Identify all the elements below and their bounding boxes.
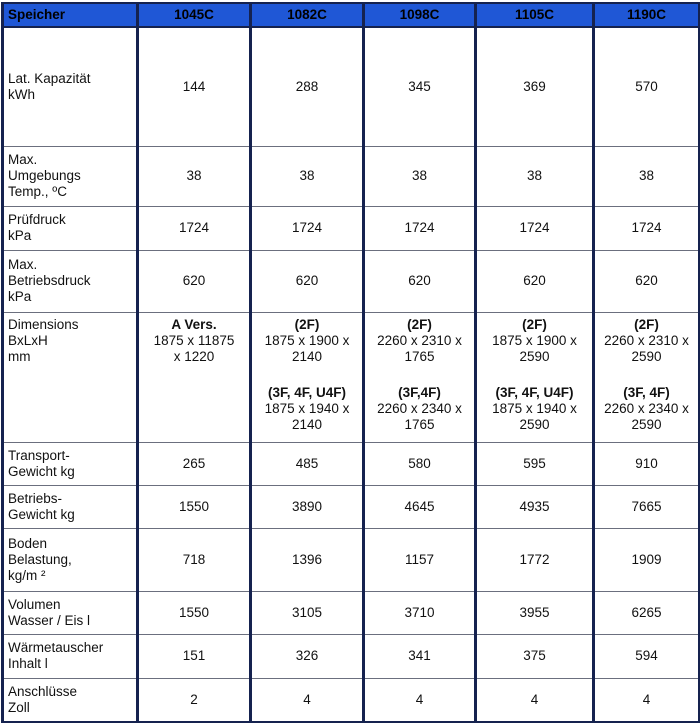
table-cell: 485 (251, 442, 364, 485)
table-cell: 620 (594, 250, 700, 312)
table-cell: 1724 (364, 206, 476, 250)
dimensions-cell (251, 312, 364, 442)
dimension-value: 2260 x 2340 x 2590 (604, 400, 689, 432)
dimension-variant: (3F, 4F, U4F) (267, 384, 346, 400)
table-row (3, 678, 700, 722)
dimension-value: 2260 x 2340 x 1765 (377, 400, 462, 432)
row-label: Dimensions BxLxH mm (3, 312, 138, 442)
table-cell: 265 (138, 442, 251, 485)
table-cell: 620 (476, 250, 594, 312)
table-cell: 4645 (364, 485, 476, 528)
table-cell: 151 (138, 634, 251, 678)
table-cell: 1724 (251, 206, 364, 250)
table-cell: 1909 (594, 528, 700, 591)
table-cell: 7665 (594, 485, 700, 528)
dimension-variant: (2F) (522, 316, 547, 332)
spec-table (1, 2, 700, 723)
table-cell: 369 (476, 27, 594, 146)
header-row (3, 3, 700, 27)
table-cell: 1724 (594, 206, 700, 250)
table-cell: 910 (594, 442, 700, 485)
row-label: Max. Betriebsdruck kPa (3, 250, 138, 312)
dimension-variant: (2F) (634, 316, 659, 332)
table-cell: 3955 (476, 591, 594, 634)
table-row (3, 27, 700, 146)
table-cell: 4 (476, 678, 594, 722)
table-row (3, 591, 700, 634)
table-cell: 4 (251, 678, 364, 722)
table-cell: 6265 (594, 591, 700, 634)
header-cell-1190c: 1190C (594, 3, 700, 27)
table-cell: 4 (594, 678, 700, 722)
row-label: Transport- Gewicht kg (3, 442, 138, 485)
row-label: Betriebs- Gewicht kg (3, 485, 138, 528)
table-cell: 1550 (138, 485, 251, 528)
table-cell: 594 (594, 634, 700, 678)
header-cell-speicher: Speicher (3, 3, 138, 27)
table-cell: 1157 (364, 528, 476, 591)
row-label: Boden Belastung, kg/m ² (3, 528, 138, 591)
table-cell: 38 (594, 146, 700, 206)
row-label: Prüfdruck kPa (3, 206, 138, 250)
dimensions-cell (594, 312, 700, 442)
table-cell: 718 (138, 528, 251, 591)
dimension-value: 2260 x 2310 x 1765 (377, 332, 462, 364)
dimensions-cell (364, 312, 476, 442)
table-cell: 345 (364, 27, 476, 146)
table-cell: 1772 (476, 528, 594, 591)
table-cell: 38 (476, 146, 594, 206)
dimensions-cell (138, 312, 251, 442)
table-cell: 3890 (251, 485, 364, 528)
table-cell: 620 (251, 250, 364, 312)
table-row (3, 146, 700, 206)
table-cell: 1724 (476, 206, 594, 250)
table-cell: 288 (251, 27, 364, 146)
dimension-variant: (3F,4F) (398, 384, 441, 400)
table-row (3, 250, 700, 312)
table-cell: 4 (364, 678, 476, 722)
table-cell: 341 (364, 634, 476, 678)
dimension-value: 1875 x 11875 x 1220 (153, 332, 235, 364)
dimensions-row (3, 312, 700, 442)
row-label: Anschlüsse Zoll (3, 678, 138, 722)
table-row (3, 485, 700, 528)
table-cell: 326 (251, 634, 364, 678)
table-cell: 2 (138, 678, 251, 722)
table-cell: 375 (476, 634, 594, 678)
table-row (3, 634, 700, 678)
header-cell-1105c: 1105C (476, 3, 594, 27)
table-cell: 38 (364, 146, 476, 206)
dimension-variant: A Vers. (171, 316, 217, 332)
dimensions-cell (476, 312, 594, 442)
header-cell-1098c: 1098C (364, 3, 476, 27)
table-cell: 38 (138, 146, 251, 206)
row-label: Lat. Kapazität kWh (3, 27, 138, 146)
header-cell-1082c: 1082C (251, 3, 364, 27)
dimension-variant: (2F) (407, 316, 432, 332)
dimension-variant: (2F) (294, 316, 320, 332)
dimension-value: 2260 x 2310 x 2590 (604, 332, 689, 364)
table-cell: 580 (364, 442, 476, 485)
dimension-value: 1875 x 1940 x 2140 (264, 400, 350, 432)
table-cell: 620 (138, 250, 251, 312)
header-cell-1045c: 1045C (138, 3, 251, 27)
table-cell: 620 (364, 250, 476, 312)
row-label: Volumen Wasser / Eis l (3, 591, 138, 634)
dimension-value: 1875 x 1900 x 2140 (264, 332, 350, 364)
table-cell: 1396 (251, 528, 364, 591)
dimension-variant: (3F, 4F) (623, 384, 670, 400)
table-cell: 3710 (364, 591, 476, 634)
table-cell: 570 (594, 27, 700, 146)
dimension-value: 1875 x 1940 x 2590 (492, 400, 577, 432)
dimension-variant: (3F, 4F, U4F) (495, 384, 574, 400)
table-cell: 38 (251, 146, 364, 206)
table-cell: 1550 (138, 591, 251, 634)
table-cell: 1724 (138, 206, 251, 250)
table-row (3, 528, 700, 591)
table-cell: 4935 (476, 485, 594, 528)
row-label: Max. Umgebungs Temp., ºC (3, 146, 138, 206)
table-cell: 595 (476, 442, 594, 485)
table-row (3, 206, 700, 250)
dimension-value: 1875 x 1900 x 2590 (492, 332, 577, 364)
table-row (3, 442, 700, 485)
table-cell: 144 (138, 27, 251, 146)
row-label: Wärmetauscher Inhalt l (3, 634, 138, 678)
table-cell: 3105 (251, 591, 364, 634)
